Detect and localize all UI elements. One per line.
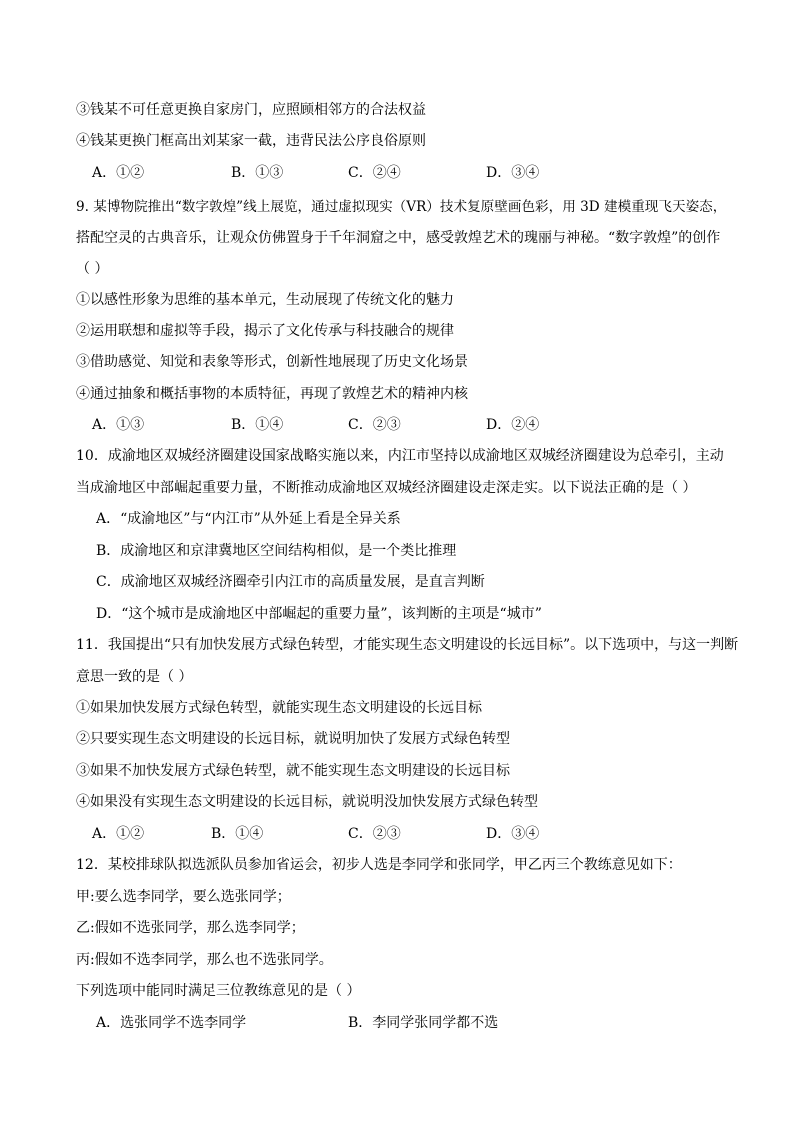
- q9-stem-line-2: 搭配空灵的古典音乐，让观众仿佛置身于千年洞窟之中，感受敦煌艺术的瑰丽与神秘。“数字敦煌”的创作: [76, 230, 721, 246]
- q8-item-4: ④钱某更换门框高出刘某家一截，违背民法公序良俗原则: [76, 133, 426, 149]
- q12-coach-yi: 乙:假如不选张同学，那么选李同学；: [76, 920, 305, 936]
- q11-item-3: ③如果不加快发展方式绿色转型，就不能实现生态文明建设的长远目标: [76, 763, 510, 779]
- q11-stem-line-1: 11．我国提出“只有加快发展方式绿色转型，才能实现生态文明建设的长远目标”。以下选项中，与这一判断: [76, 637, 739, 653]
- q10-option-c: C．成渝地区双城经济圈牵引内江市的高质量发展，是直言判断: [96, 574, 485, 590]
- q9-option-d: D．②④: [486, 417, 540, 433]
- q12-coach-jia: 甲:要么选李同学，要么选张同学；: [76, 889, 291, 905]
- q8-item-3: ③钱某不可任意更换自家房门，应照顾相邻方的合法权益: [76, 102, 426, 118]
- q12-option-b: B．李同学张同学都不选: [348, 1015, 499, 1031]
- q10-stem-line-2: 当成渝地区中部崛起重要力量，不断推动成渝地区双城经济圈建设走深走实。以下说法正确的是（ ）: [76, 480, 697, 496]
- q9-answer-blank: （ ）: [76, 261, 109, 277]
- q11-option-a: A．①②: [92, 826, 145, 842]
- q9-item-4: ④通过抽象和概括事物的本质特征，再现了敦煌艺术的精神内核: [76, 386, 468, 402]
- q11-option-c: C．②③: [348, 826, 401, 842]
- q8-option-b: B．①③: [231, 165, 284, 181]
- q8-option-a: A．①②: [92, 165, 145, 181]
- q9-option-c: C．②③: [348, 417, 401, 433]
- q12-option-a: A．选张同学不选李同学: [96, 1015, 247, 1031]
- q9-option-b: B．①④: [231, 417, 284, 433]
- q11-stem-line-2: 意思一致的是（ ）: [76, 669, 193, 685]
- q8-option-d: D．③④: [486, 165, 540, 181]
- q10-option-b: B．成渝地区和京津冀地区空间结构相似，是一个类比推理: [96, 543, 457, 559]
- q12-stem-line-1: 12．某校排球队拟选派队员参加省运会，初步人选是李同学和张同学，甲乙丙三个教练意见如下：: [76, 857, 682, 873]
- q10-stem-line-1: 10．成渝地区双城经济圈建设国家战略实施以来，内江市坚持以成渝地区双城经济圈建设为总牵引，主动: [76, 448, 724, 464]
- q9-stem-line-1: 9. 某博物院推出“数字敦煌”线上展览，通过虚拟现实（VR）技术复原壁画色彩，用 3D 建模重现飞天姿态，: [76, 199, 727, 215]
- q11-item-1: ①如果加快发展方式绿色转型，就能实现生态文明建设的长远目标: [76, 700, 482, 716]
- q9-item-1: ①以感性形象为思维的基本单元，生动展现了传统文化的魅力: [76, 292, 454, 308]
- q10-option-a: A．“成渝地区”与“内江市”从外延上看是全异关系: [96, 511, 401, 527]
- q9-item-2: ②运用联想和虚拟等手段，揭示了文化传承与科技融合的规律: [76, 323, 454, 339]
- q11-option-b: B．①④: [211, 826, 264, 842]
- q9-item-3: ③借助感觉、知觉和表象等形式，创新性地展现了历史文化场景: [76, 354, 468, 370]
- q10-option-d: D．“这个城市是成渝地区中部崛起的重要力量”，该判断的主项是“城市”: [96, 606, 542, 622]
- q9-option-a: A．①③: [92, 417, 145, 433]
- q12-coach-bing: 丙:假如不选李同学，那么也不选张同学。: [76, 952, 333, 968]
- q11-item-2: ②只要实现生态文明建设的长远目标，就说明加快了发展方式绿色转型: [76, 731, 510, 747]
- q8-option-c: C．②④: [348, 165, 401, 181]
- q12-question: 下列选项中能同时满足三位教练意见的是（ ）: [76, 983, 361, 999]
- q11-item-4: ④如果没有实现生态文明建设的长远目标，就说明没加快发展方式绿色转型: [76, 794, 538, 810]
- q11-option-d: D．③④: [486, 826, 540, 842]
